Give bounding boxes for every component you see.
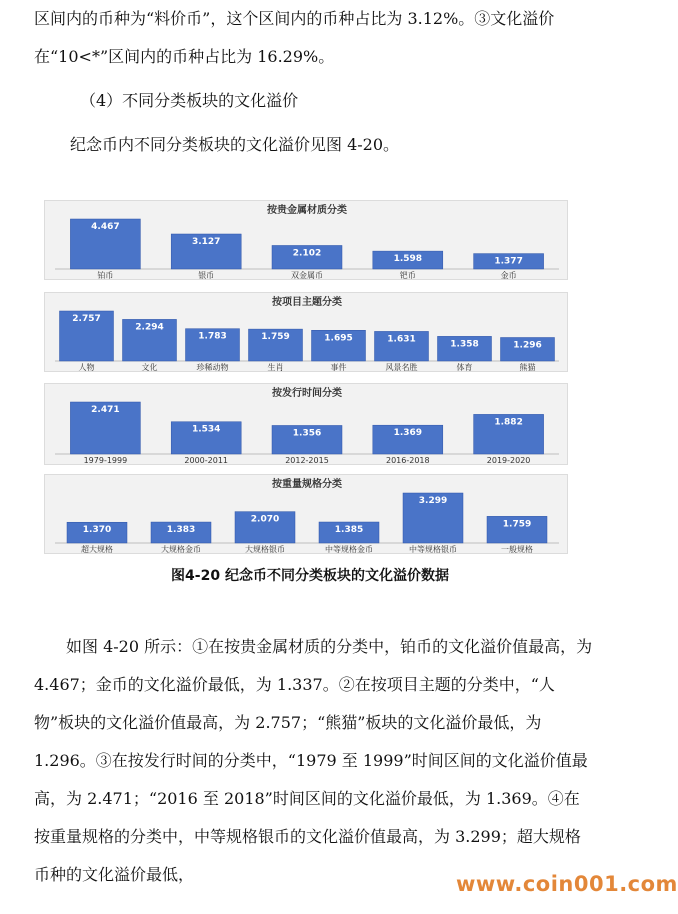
- figure-reference: 纪念币内不同分类板块的文化溢价见图 4-20。: [70, 135, 400, 154]
- section-heading: （4）不同分类板块的文化溢价: [80, 91, 299, 110]
- chart-panel-time: [44, 383, 568, 465]
- value-label: 2.294: [135, 322, 164, 333]
- category-label: 大规格银币: [245, 545, 285, 554]
- category-label: 超大规格: [81, 545, 113, 554]
- category-label: 生肖: [267, 363, 284, 372]
- category-label: 2000-2011: [184, 456, 229, 465]
- category-label: 金币: [500, 271, 517, 280]
- value-label: 1.358: [450, 339, 479, 350]
- bar-chart-3: [45, 384, 569, 466]
- value-label: 1.882: [494, 417, 523, 428]
- analysis-text: 如图 4-20 所示：①在按贵金属材质的分类中，铂币的文化溢价值最高，为 4.467；金币的文化溢价最低，为 1.337。②在按项目主题的分类中，“人物”板块的文化溢价值最高，为 2.757；“熊猫”板块的文化溢价最低，为 1.296。③在按发行时间的分类中，“1979 至 1999”时间区间的文化溢价值最高，为 2.471；“2016 至 2018”时间区间的文化溢价最低，为 1.369。④在按重量规格的分类中，中等规格银币的文化溢价值最高，为 3.299；超大规格币种的文化溢价最低，: [34, 637, 593, 884]
- category-label: 2016-2018: [385, 456, 430, 465]
- value-label: 3.299: [418, 496, 448, 506]
- chart-title: 按发行时间分类: [272, 388, 342, 399]
- value-label: 1.377: [494, 256, 523, 267]
- category-label: 铂币: [97, 271, 114, 280]
- value-label: 1.296: [513, 340, 542, 351]
- chart-panel-material: [44, 200, 568, 280]
- category-label: 一般规格: [501, 545, 533, 554]
- category-label: 双金属币: [291, 271, 323, 280]
- value-label: 2.070: [250, 514, 280, 525]
- chart-title: 按重量规格分类: [272, 479, 342, 490]
- value-label: 1.534: [191, 424, 221, 435]
- chart-title: 按贵金属材质分类: [267, 205, 347, 216]
- bar-chart-4: [45, 475, 569, 555]
- value-label: 1.370: [82, 525, 112, 536]
- category-label: 熊猫: [519, 363, 536, 372]
- value-label: 2.471: [91, 405, 120, 415]
- watermark-logo: www.coin001.com: [456, 872, 678, 896]
- value-label: 1.385: [334, 525, 364, 536]
- value-label: 4.467: [91, 222, 120, 232]
- value-label: 1.695: [324, 333, 353, 344]
- category-label: 2019-2020: [486, 456, 531, 465]
- value-label: 1.783: [198, 331, 227, 342]
- category-label: 大规格金币: [161, 545, 201, 554]
- value-label: 3.127: [191, 236, 221, 247]
- paragraph-analysis: [34, 628, 594, 894]
- bar-chart-1: [45, 201, 569, 281]
- category-label: 风景名胜: [385, 363, 418, 372]
- value-label: 2.757: [72, 314, 101, 324]
- value-label: 1.598: [393, 254, 423, 265]
- category-label: 1979-1999: [83, 456, 128, 465]
- value-label: 2.102: [292, 248, 322, 259]
- category-label: 事件: [330, 363, 347, 372]
- figure-caption: 图4-20 纪念币不同分类板块的文化溢价数据: [171, 568, 449, 584]
- category-label: 珍稀动物: [196, 363, 229, 372]
- value-label: 1.759: [502, 519, 532, 530]
- category-label: 中等规格银币: [409, 545, 457, 554]
- category-label: 人物: [78, 363, 95, 372]
- bar-chart-2: [45, 293, 569, 373]
- category-label: 文化: [141, 363, 158, 372]
- value-label: 1.759: [261, 332, 290, 343]
- value-label: 1.631: [387, 334, 416, 345]
- chart-panel-theme: [44, 292, 568, 372]
- category-label: 中等规格金币: [325, 545, 373, 554]
- chart-panel-weight: [44, 474, 568, 554]
- chart-title: 按项目主题分类: [272, 297, 342, 308]
- value-label: 1.369: [393, 428, 423, 439]
- paragraph-intro: 区间内的币种为“料价币”，这个区间内的币种占比为 3.12%。③文化溢价在“10<*”区间内的币种占比为 16.29%。: [34, 9, 555, 66]
- category-label: 钯币: [399, 271, 416, 280]
- value-label: 1.356: [292, 428, 322, 439]
- value-label: 1.383: [166, 525, 196, 536]
- category-label: 2012-2015: [285, 456, 329, 465]
- category-label: 体育: [456, 363, 473, 372]
- category-label: 银币: [198, 271, 215, 280]
